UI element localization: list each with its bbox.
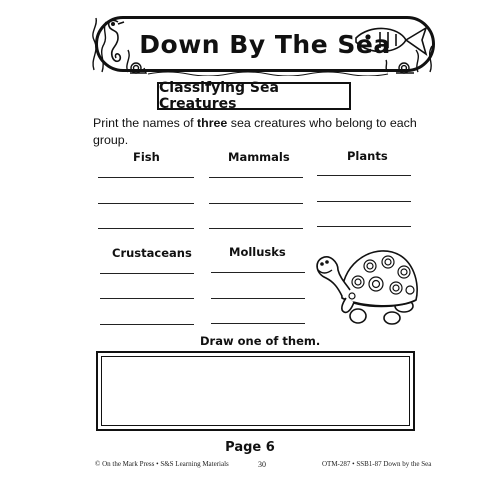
- drawing-area-border: [101, 356, 410, 426]
- answer-line-mammals-2[interactable]: [209, 203, 303, 204]
- page-title: Down By The Sea: [139, 29, 391, 59]
- turtle-icon: [312, 238, 422, 330]
- instructions-text: Print the names of: [93, 116, 197, 130]
- group-label-fish: Fish: [133, 150, 160, 164]
- answer-line-fish-1[interactable]: [98, 177, 194, 178]
- answer-line-crustaceans-2[interactable]: [100, 298, 194, 299]
- answer-line-plants-1[interactable]: [317, 175, 411, 176]
- answer-line-plants-2[interactable]: [317, 201, 411, 202]
- draw-prompt: Draw one of them.: [200, 334, 321, 348]
- answer-line-plants-3[interactable]: [317, 226, 411, 227]
- footer-series: OTM-287 • SSB1-87 Down by the Sea: [322, 460, 432, 468]
- instructions-emphasis: three: [197, 116, 228, 130]
- answer-line-crustaceans-1[interactable]: [100, 273, 194, 274]
- answer-line-mollusks-1[interactable]: [211, 272, 305, 273]
- answer-line-mammals-3[interactable]: [209, 228, 303, 229]
- group-label-mammals: Mammals: [228, 150, 290, 164]
- answer-line-mollusks-3[interactable]: [211, 323, 305, 324]
- subtitle: Classifying Sea Creatures: [159, 80, 279, 112]
- group-label-crustaceans: Crustaceans: [112, 246, 192, 260]
- instructions: [93, 115, 423, 149]
- answer-line-mollusks-2[interactable]: [211, 298, 305, 299]
- answer-line-fish-2[interactable]: [98, 203, 194, 204]
- answer-line-mammals-1[interactable]: [209, 177, 303, 178]
- group-label-plants: Plants: [347, 149, 388, 163]
- drawing-area[interactable]: [96, 351, 415, 431]
- footer-copyright: © On the Mark Press • S&S Learning Materials: [95, 460, 229, 468]
- instructions-text-end: sea creatures who belong to each group.: [93, 116, 417, 147]
- subtitle-box: [157, 82, 351, 110]
- answer-line-crustaceans-3[interactable]: [100, 324, 194, 325]
- page-label: Page 6: [225, 440, 275, 455]
- footer-page-number: 30: [258, 460, 266, 469]
- title-banner: [95, 16, 435, 72]
- answer-line-fish-3[interactable]: [98, 228, 194, 229]
- group-label-mollusks: Mollusks: [229, 245, 286, 259]
